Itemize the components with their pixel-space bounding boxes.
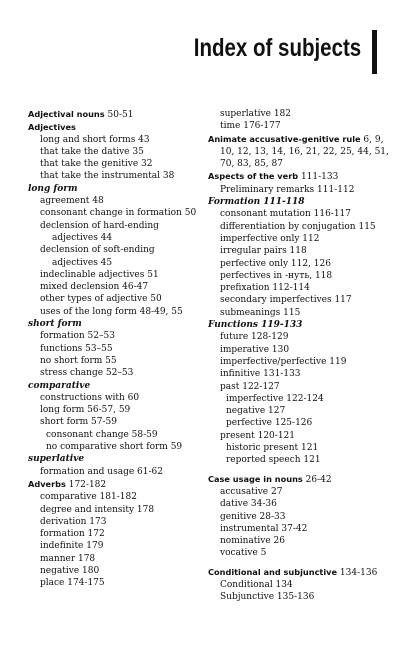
index-entry: [28, 158, 206, 170]
entry-text: perfective only 112, 126: [220, 258, 331, 269]
index-entry: [28, 170, 206, 182]
entry-text: Animate accusative-genitive rule: [208, 133, 361, 144]
entry-text: that take the instrumental 38: [40, 171, 175, 182]
entry-text: indeclinable adjectives 51: [40, 269, 159, 280]
index-subheading: [28, 183, 206, 195]
index-entry: [28, 232, 206, 244]
index-entry: [208, 208, 396, 220]
entry-text: that take the dative 35: [40, 146, 144, 157]
index-entry: [28, 281, 206, 293]
index-entry: [28, 330, 206, 342]
entry-text: constructions with 60: [40, 392, 140, 403]
index-entry: [208, 158, 396, 170]
index-entry: [208, 547, 396, 559]
index-entry: [208, 405, 396, 417]
entry-text: Subjunctive 135-136: [220, 592, 315, 603]
entry-text: adjectives 44: [52, 232, 113, 243]
entry-text: Adjectives: [28, 122, 76, 133]
index-entry: [208, 442, 396, 454]
entry-text: consonant change in formation 50: [40, 208, 197, 219]
entry-text: short form: [28, 319, 82, 330]
index-entry: [208, 381, 396, 393]
index-heading: [28, 478, 206, 491]
entry-text: Preliminary remarks 111-112: [220, 184, 355, 195]
entry-text: past 122-127: [220, 381, 280, 392]
title-bar-rule: [372, 30, 377, 74]
entry-pages: 6, 9,: [360, 134, 384, 145]
index-entry: [208, 258, 396, 270]
index-entry: [208, 331, 396, 343]
entry-text: Conditional and subjunctive: [208, 566, 338, 577]
index-entry: [208, 498, 396, 510]
index-heading: [28, 121, 206, 133]
entry-pages: 134-136: [337, 567, 378, 578]
entry-text: accusative 27: [220, 486, 283, 497]
entry-text: submeanings 115: [220, 307, 301, 318]
entry-pages: 111-118: [260, 197, 305, 208]
entry-text: differentiation by conjugation 115: [220, 221, 376, 232]
index-entry: [28, 355, 206, 367]
entry-pages: 111-133: [298, 172, 339, 183]
index-column-left: [28, 108, 206, 590]
entry-pages: 26-42: [302, 474, 332, 485]
index-entry: [208, 270, 396, 282]
index-entry: [208, 535, 396, 547]
entry-text: short form 57-59: [40, 417, 118, 428]
index-entry: [208, 368, 396, 380]
index-entry: [208, 430, 396, 442]
index-entry: [28, 134, 206, 146]
index-entry: [208, 454, 396, 466]
entry-text: uses of the long form 48-49, 55: [40, 306, 183, 317]
entry-text: degree and intensity 178: [40, 504, 155, 515]
entry-text: indefinite 179: [40, 541, 104, 552]
entry-text: long and short forms 43: [40, 134, 150, 145]
index-entry: [28, 293, 206, 305]
index-entry: [28, 565, 206, 577]
entry-text: perfectives in -нуть, 118: [220, 270, 333, 281]
index-entry: [28, 540, 206, 552]
index-entry: [28, 257, 206, 269]
index-entry: [28, 343, 206, 355]
entry-text: instrumental 37-42: [220, 523, 308, 534]
index-entry: [28, 429, 206, 441]
entry-text: 10, 12, 13, 14, 16, 21, 22, 25, 44, 51,: [220, 146, 389, 157]
entry-text: reported speech 121: [226, 455, 321, 466]
entry-text: present 120-121: [220, 430, 296, 441]
index-entry: [208, 294, 396, 306]
entry-text: imperfective only 112: [220, 233, 320, 244]
entry-text: imperfective/perfective 119: [220, 356, 347, 367]
entry-text: time 176-177: [220, 121, 281, 132]
index-entry: [208, 307, 396, 319]
index-heading: [208, 133, 396, 146]
entry-text: Conditional 134: [220, 579, 293, 590]
index-entry: [208, 245, 396, 257]
entry-text: mixed declension 46-47: [40, 282, 149, 293]
index-entry: [208, 579, 396, 591]
index-subheading: [208, 196, 396, 208]
index-entry: [28, 244, 206, 256]
entry-text: Aspects of the verb: [208, 171, 299, 182]
entry-text: formation and usage 61-62: [40, 466, 163, 477]
entry-text: infinitive 131-133: [220, 369, 301, 380]
index-entry: [208, 184, 396, 196]
index-entry: [208, 120, 396, 132]
entry-text: Adjectival nouns: [28, 109, 105, 119]
index-entry: [28, 577, 206, 589]
entry-text: comparative 181-182: [40, 492, 137, 503]
index-heading: [208, 566, 396, 579]
index-subheading: [208, 319, 396, 331]
index-heading: [28, 108, 206, 121]
index-subheading: [28, 453, 206, 465]
entry-pages: 119-133: [258, 320, 303, 331]
entry-text: manner 178: [40, 553, 96, 564]
entry-text: comparative: [28, 380, 91, 391]
index-entry: [208, 221, 396, 233]
index-entry: [208, 591, 396, 603]
entry-text: declension of soft-ending: [40, 245, 155, 256]
index-entry: [28, 516, 206, 528]
index-entry: [208, 393, 396, 405]
entry-text: no short form 55: [40, 355, 117, 366]
index-entry: [28, 195, 206, 207]
index-entry: [28, 269, 206, 281]
entry-text: Case usage in nouns: [208, 473, 303, 484]
entry-text: declension of hard-ending: [40, 220, 159, 231]
index-entry: [28, 441, 206, 453]
index-entry: [28, 404, 206, 416]
index-entry: [208, 344, 396, 356]
index-entry: [28, 504, 206, 516]
entry-text: superlative: [28, 454, 85, 465]
index-entry: [28, 306, 206, 318]
entry-text: dative 34-36: [220, 499, 277, 510]
entry-text: imperative 130: [220, 344, 290, 355]
entry-text: long form: [28, 183, 78, 194]
entry-text: that take the genitive 32: [40, 159, 153, 170]
entry-text: superlative 182: [220, 109, 291, 119]
index-entry: [28, 528, 206, 540]
index-entry: [208, 282, 396, 294]
index-entry: [208, 523, 396, 535]
index-column-right: [208, 108, 396, 604]
index-entry: [208, 146, 396, 158]
entry-text: agreement 48: [40, 196, 104, 207]
entry-text: long form 56-57, 59: [40, 405, 131, 416]
index-heading: [208, 473, 396, 486]
index-subheading: [28, 380, 206, 392]
index-entry: [208, 486, 396, 498]
entry-text: derivation 173: [40, 516, 107, 527]
entry-pages: 50-51: [104, 110, 134, 120]
index-heading: [208, 170, 396, 183]
entry-text: negative 180: [40, 565, 100, 576]
entry-text: consonant mutation 116-117: [220, 209, 352, 220]
page-title: Index of subjects: [193, 34, 361, 62]
entry-text: perfective 125-126: [226, 418, 313, 429]
index-subheading: [28, 318, 206, 330]
entry-text: prefixation 112-114: [220, 283, 310, 294]
entry-text: functions 53–55: [40, 343, 113, 354]
entry-text: place 174-175: [40, 578, 105, 589]
index-entry: [208, 417, 396, 429]
entry-text: negative 127: [226, 406, 286, 417]
index-entry: [28, 491, 206, 503]
entry-text: no comparative short form 59: [46, 442, 183, 453]
index-entry: [28, 553, 206, 565]
entry-text: stress change 52–53: [40, 368, 134, 379]
index-entry: [208, 356, 396, 368]
entry-text: irregular pairs 118: [220, 246, 307, 257]
index-entry: [28, 220, 206, 232]
entry-text: consonant change 58-59: [46, 429, 158, 440]
index-entry: [208, 233, 396, 245]
entry-text: genitive 28-33: [220, 511, 286, 522]
index-entry: [208, 108, 396, 120]
entry-text: Functions: [208, 320, 258, 331]
index-entry: [28, 207, 206, 219]
entry-text: other types of adjective 50: [40, 294, 162, 305]
entry-text: Adverbs: [28, 478, 66, 489]
entry-text: vocative 5: [220, 548, 267, 559]
index-entry: [28, 466, 206, 478]
entry-text: secondary imperfectives 117: [220, 295, 352, 306]
entry-text: nominative 26: [220, 536, 286, 547]
entry-pages: 172-182: [65, 479, 107, 490]
entry-text: 70, 83, 85, 87: [220, 159, 283, 170]
index-entry: [28, 416, 206, 428]
entry-text: formation 52–53: [40, 331, 115, 342]
entry-text: future 128-129: [220, 332, 289, 343]
index-entry: [208, 511, 396, 523]
entry-text: formation 172: [40, 529, 105, 540]
entry-text: imperfective 122-124: [226, 393, 324, 404]
index-entry: [28, 146, 206, 158]
index-entry: [28, 367, 206, 379]
index-entry: [28, 392, 206, 404]
entry-text: historic present 121: [226, 443, 319, 454]
entry-text: Formation: [208, 197, 261, 208]
entry-text: adjectives 45: [52, 257, 113, 268]
